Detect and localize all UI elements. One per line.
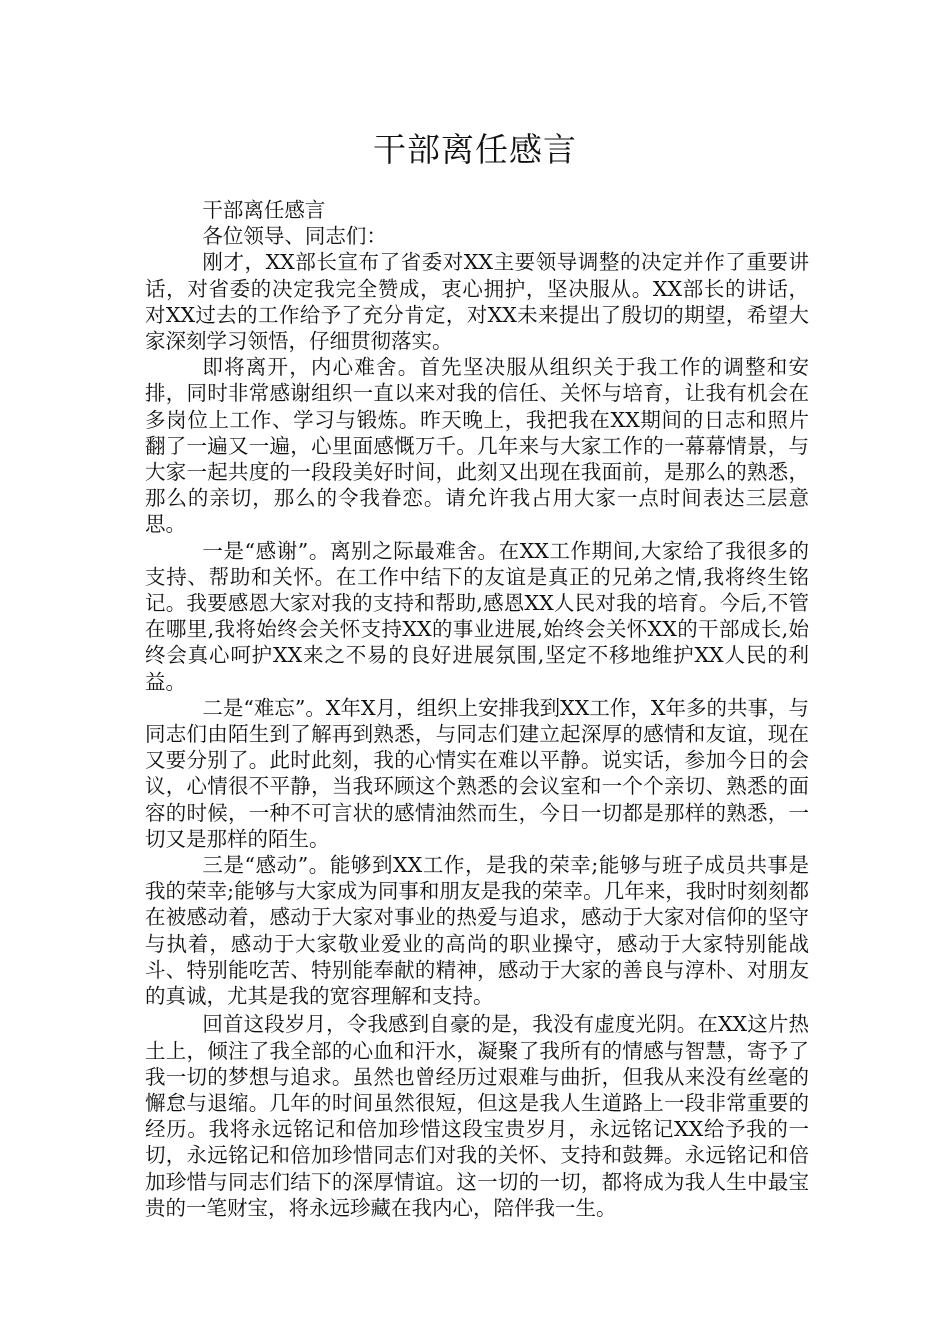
paragraph-farewell: 即将离开，内心难舍。首先坚决服从组织关于我工作的调整和安排，同时非常感谢组织一直以来对我的信任、关怀与培育，让我有机会在多岗位上工作、学习与锻炼。昨天晚上，我把我在XX期间的日志和照片翻了一遍又一遍，心里面感慨万千。几年来与大家工作的一幕幕情景，与大家一起共度的一段段美好时间，此刻又出现在我面前，是那么的熟悉，那么的亲切，那么的令我眷恋。请允许我占用大家一点时间表达三层意思。 — [145, 355, 809, 537]
paragraph-thanks: 一是“感谢”。离别之际最难舍。在XX工作期间,大家给了我很多的支持、帮助和关怀。在工作中结下的友谊是真正的兄弟之情,我将终生铭记。我要感恩大家对我的支持和帮助,感恩XX人民对我的培育。今后,不管在哪里,我将始终会关怀支持XX的事业进展,始终会关怀XX的干部成长,始终会真心呵护XX来之不易的良好进展氛围,坚定不移地维护XX人民的利益。 — [145, 538, 809, 694]
document-title: 干部离任感言 — [373, 130, 577, 169]
paragraph-moved: 三是“感动”。能够到XX工作，是我的荣幸;能够与班子成员共事是我的荣幸;能够与大家成为同事和朋友是我的荣幸。几年来，我时时刻刻都在被感动着，感动于大家对事业的热爱与追求，感动于大家对信仰的坚守与执着，感动于大家敬业爱业的高尚的职业操守，感动于大家特别能战斗、特别能吃苦、特别能奉献的精神，感动于大家的善良与淳朴、对朋友的真诚，尤其是我的宽容理解和支持。 — [145, 853, 809, 1009]
document-body — [145, 197, 809, 1221]
paragraph-salutation: 各位领导、同志们： — [202, 224, 387, 249]
paragraph-memories: 二是“难忘”。X年X月，组织上安排我到XX工作，X年多的共事，与同志们由陌生到了解再到熟悉，与同志们建立起深厚的感情和友谊，现在又要分别了。此时此刻，我的心情实在难以平静。说实话，参加今日的会议，心情很不平静，当我环顾这个熟悉的会议室和一个个亲切、熟悉的面容的时候，一种不可言状的感情油然而生，今日一切都是那样的熟悉，一切又是那样的陌生。 — [145, 695, 809, 851]
paragraph-reflection: 回首这段岁月，令我感到自豪的是，我没有虚度光阴。在XX这片热土上，倾注了我全部的心血和汗水，凝聚了我所有的情感与智慧，寄予了我一切的梦想与追求。虽然也曾经历过艰难与曲折，但我从来没有丝毫的懈怠与退缩。几年的时间虽然很短，但这是我人生道路上一段非常重要的经历。我将永远铭记和倍加珍惜这段宝贵岁月，永远铭记XX给予我的一切，永远铭记和倍加珍惜同志们对我的关怀、支持和鼓舞。永远铭记和倍加珍惜与同志们结下的深厚情谊。这一切的一切，都将成为我人生中最宝贵的一笔财宝，将永远珍藏在我内心，陪伴我一生。 — [145, 1012, 809, 1220]
paragraph-heading: 干部离任感言 — [202, 198, 326, 222]
paragraph-opening: 刚才，XX部长宣布了省委对XX主要领导调整的决定并作了重要讲话，对省委的决定我完全赞成，衷心拥护，坚决服从。XX部长的讲话，对XX过去的工作给予了充分肯定，对XX未来提出了殷切的期望，希望大家深刻学习领悟，仔细贯彻落实。 — [145, 250, 809, 354]
